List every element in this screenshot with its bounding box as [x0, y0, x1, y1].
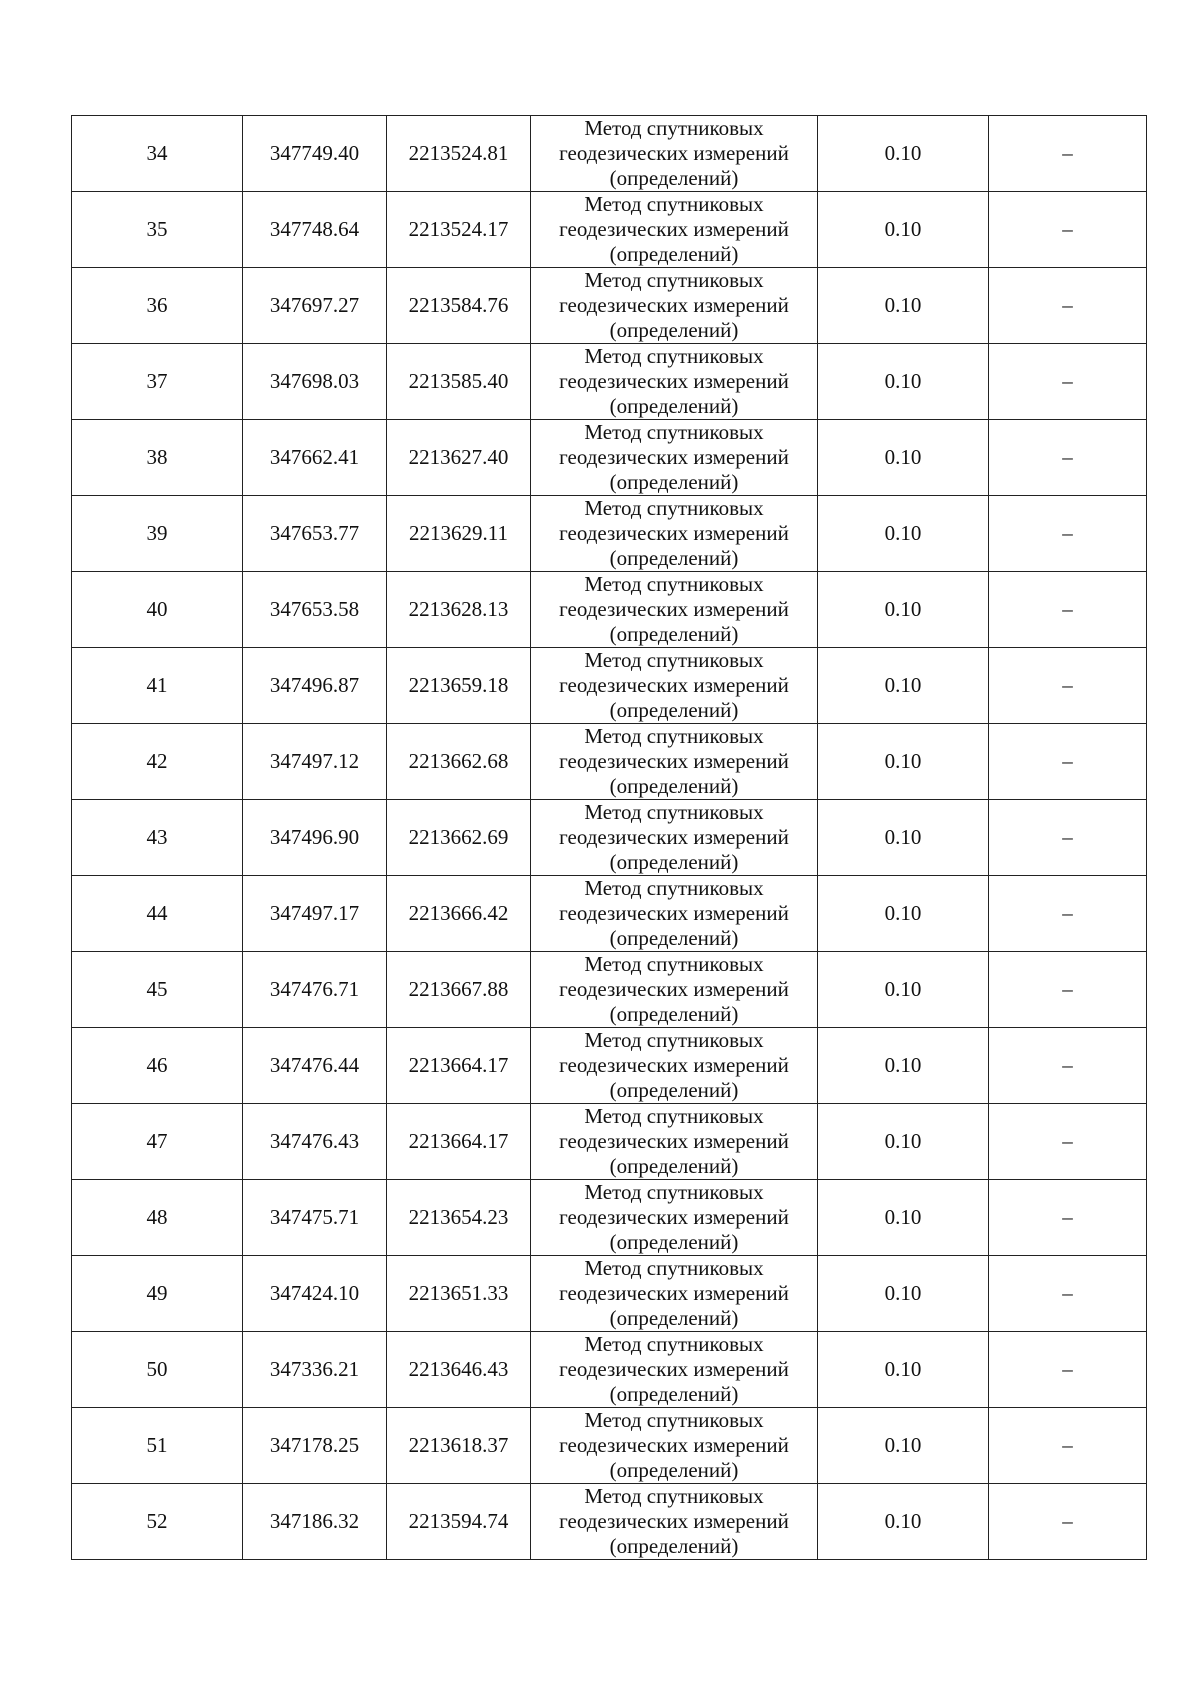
x-coordinate-cell: 347476.71 [243, 952, 387, 1028]
method-cell [531, 116, 818, 192]
table-row [72, 192, 1147, 268]
table-row [72, 1408, 1147, 1484]
table-row [72, 648, 1147, 724]
method-text-line: (определений) [609, 1382, 739, 1406]
note-cell: – [989, 1484, 1147, 1560]
method-text-line: геодезических измерений [559, 825, 789, 849]
note-cell: – [989, 1180, 1147, 1256]
note-cell: – [989, 1408, 1147, 1484]
method-text-line: (определений) [609, 394, 739, 418]
method-text-line: Метод спутниковых [584, 268, 764, 292]
method-cell [531, 1104, 818, 1180]
accuracy-cell: 0.10 [818, 1104, 989, 1180]
table-row [72, 1104, 1147, 1180]
method-cell [531, 420, 818, 496]
y-coordinate-cell: 2213659.18 [387, 648, 531, 724]
accuracy-cell: 0.10 [818, 724, 989, 800]
method-cell [531, 344, 818, 420]
table-row [72, 1256, 1147, 1332]
method-text-line: (определений) [609, 1078, 739, 1102]
x-coordinate-cell: 347662.41 [243, 420, 387, 496]
method-text-line: геодезических измерений [559, 1129, 789, 1153]
table-row [72, 800, 1147, 876]
method-text-line: (определений) [609, 1458, 739, 1482]
note-cell: – [989, 952, 1147, 1028]
point-number-cell: 45 [72, 952, 243, 1028]
method-text-line: геодезических измерений [559, 1433, 789, 1457]
method-text-line: Метод спутниковых [584, 724, 764, 748]
note-cell: – [989, 268, 1147, 344]
point-number-cell: 48 [72, 1180, 243, 1256]
method-cell [531, 724, 818, 800]
note-cell: – [989, 192, 1147, 268]
method-text-line: геодезических измерений [559, 445, 789, 469]
method-text-line: (определений) [609, 1534, 739, 1558]
method-text-line: Метод спутниковых [584, 1028, 764, 1052]
x-coordinate-cell: 347748.64 [243, 192, 387, 268]
method-text-line: геодезических измерений [559, 1053, 789, 1077]
x-coordinate-cell: 347424.10 [243, 1256, 387, 1332]
x-coordinate-cell: 347476.43 [243, 1104, 387, 1180]
accuracy-cell: 0.10 [818, 800, 989, 876]
accuracy-cell: 0.10 [818, 116, 989, 192]
method-text-line: (определений) [609, 850, 739, 874]
y-coordinate-cell: 2213585.40 [387, 344, 531, 420]
method-text-line: Метод спутниковых [584, 572, 764, 596]
x-coordinate-cell: 347653.58 [243, 572, 387, 648]
method-text-line: Метод спутниковых [584, 116, 764, 140]
y-coordinate-cell: 2213646.43 [387, 1332, 531, 1408]
table-row [72, 1332, 1147, 1408]
point-number-cell: 36 [72, 268, 243, 344]
method-cell [531, 800, 818, 876]
note-cell: – [989, 572, 1147, 648]
method-text-line: Метод спутниковых [584, 1180, 764, 1204]
point-number-cell: 52 [72, 1484, 243, 1560]
method-text-line: геодезических измерений [559, 217, 789, 241]
note-cell: – [989, 724, 1147, 800]
accuracy-cell: 0.10 [818, 952, 989, 1028]
method-text-line: (определений) [609, 1230, 739, 1254]
method-text-line: геодезических измерений [559, 673, 789, 697]
y-coordinate-cell: 2213627.40 [387, 420, 531, 496]
point-number-cell: 43 [72, 800, 243, 876]
table-row [72, 724, 1147, 800]
method-text-line: геодезических измерений [559, 977, 789, 1001]
table-row [72, 420, 1147, 496]
point-number-cell: 51 [72, 1408, 243, 1484]
note-cell: – [989, 420, 1147, 496]
method-text-line: геодезических измерений [559, 1357, 789, 1381]
x-coordinate-cell: 347698.03 [243, 344, 387, 420]
note-cell: – [989, 1028, 1147, 1104]
accuracy-cell: 0.10 [818, 876, 989, 952]
note-cell: – [989, 116, 1147, 192]
point-number-cell: 46 [72, 1028, 243, 1104]
method-text-line: (определений) [609, 774, 739, 798]
point-number-cell: 40 [72, 572, 243, 648]
method-text-line: Метод спутниковых [584, 1332, 764, 1356]
table-row [72, 1484, 1147, 1560]
method-text-line: Метод спутниковых [584, 1104, 764, 1128]
method-cell [531, 648, 818, 724]
method-text-line: Метод спутниковых [584, 496, 764, 520]
table-row [72, 952, 1147, 1028]
x-coordinate-cell: 347178.25 [243, 1408, 387, 1484]
method-text-line: Метод спутниковых [584, 1408, 764, 1432]
accuracy-cell: 0.10 [818, 1028, 989, 1104]
method-cell [531, 192, 818, 268]
table-row [72, 116, 1147, 192]
y-coordinate-cell: 2213628.13 [387, 572, 531, 648]
coordinates-table [71, 115, 1147, 1560]
note-cell: – [989, 648, 1147, 724]
y-coordinate-cell: 2213664.17 [387, 1028, 531, 1104]
table-row [72, 344, 1147, 420]
note-cell: – [989, 496, 1147, 572]
point-number-cell: 49 [72, 1256, 243, 1332]
accuracy-cell: 0.10 [818, 1484, 989, 1560]
x-coordinate-cell: 347497.17 [243, 876, 387, 952]
x-coordinate-cell: 347497.12 [243, 724, 387, 800]
method-cell [531, 876, 818, 952]
y-coordinate-cell: 2213666.42 [387, 876, 531, 952]
method-text-line: (определений) [609, 318, 739, 342]
method-text-line: (определений) [609, 470, 739, 494]
x-coordinate-cell: 347475.71 [243, 1180, 387, 1256]
point-number-cell: 44 [72, 876, 243, 952]
y-coordinate-cell: 2213524.17 [387, 192, 531, 268]
method-text-line: геодезических измерений [559, 141, 789, 165]
method-text-line: геодезических измерений [559, 521, 789, 545]
point-number-cell: 50 [72, 1332, 243, 1408]
point-number-cell: 42 [72, 724, 243, 800]
note-cell: – [989, 1104, 1147, 1180]
method-cell [531, 1180, 818, 1256]
y-coordinate-cell: 2213584.76 [387, 268, 531, 344]
table-row [72, 572, 1147, 648]
accuracy-cell: 0.10 [818, 1408, 989, 1484]
method-text-line: (определений) [609, 1306, 739, 1330]
table-row [72, 496, 1147, 572]
method-text-line: геодезических измерений [559, 369, 789, 393]
method-text-line: Метод спутниковых [584, 344, 764, 368]
method-cell [531, 1256, 818, 1332]
method-cell [531, 1028, 818, 1104]
accuracy-cell: 0.10 [818, 268, 989, 344]
table-row [72, 1180, 1147, 1256]
method-text-line: геодезических измерений [559, 597, 789, 621]
accuracy-cell: 0.10 [818, 192, 989, 268]
y-coordinate-cell: 2213618.37 [387, 1408, 531, 1484]
y-coordinate-cell: 2213594.74 [387, 1484, 531, 1560]
y-coordinate-cell: 2213667.88 [387, 952, 531, 1028]
table-row [72, 268, 1147, 344]
y-coordinate-cell: 2213664.17 [387, 1104, 531, 1180]
y-coordinate-cell: 2213524.81 [387, 116, 531, 192]
method-text-line: Метод спутниковых [584, 1484, 764, 1508]
method-cell [531, 268, 818, 344]
point-number-cell: 41 [72, 648, 243, 724]
x-coordinate-cell: 347749.40 [243, 116, 387, 192]
method-text-line: геодезических измерений [559, 1281, 789, 1305]
note-cell: – [989, 876, 1147, 952]
method-cell [531, 496, 818, 572]
method-text-line: Метод спутниковых [584, 192, 764, 216]
x-coordinate-cell: 347496.87 [243, 648, 387, 724]
accuracy-cell: 0.10 [818, 572, 989, 648]
y-coordinate-cell: 2213654.23 [387, 1180, 531, 1256]
x-coordinate-cell: 347336.21 [243, 1332, 387, 1408]
method-text-line: геодезических измерений [559, 749, 789, 773]
y-coordinate-cell: 2213629.11 [387, 496, 531, 572]
method-text-line: Метод спутниковых [584, 800, 764, 824]
x-coordinate-cell: 347697.27 [243, 268, 387, 344]
accuracy-cell: 0.10 [818, 648, 989, 724]
method-text-line: (определений) [609, 698, 739, 722]
method-text-line: (определений) [609, 166, 739, 190]
method-cell [531, 1332, 818, 1408]
method-cell [531, 952, 818, 1028]
x-coordinate-cell: 347476.44 [243, 1028, 387, 1104]
method-text-line: Метод спутниковых [584, 876, 764, 900]
point-number-cell: 37 [72, 344, 243, 420]
x-coordinate-cell: 347186.32 [243, 1484, 387, 1560]
accuracy-cell: 0.10 [818, 344, 989, 420]
method-text-line: Метод спутниковых [584, 648, 764, 672]
point-number-cell: 39 [72, 496, 243, 572]
method-text-line: (определений) [609, 546, 739, 570]
accuracy-cell: 0.10 [818, 1180, 989, 1256]
method-cell [531, 1408, 818, 1484]
x-coordinate-cell: 347653.77 [243, 496, 387, 572]
note-cell: – [989, 800, 1147, 876]
accuracy-cell: 0.10 [818, 1256, 989, 1332]
method-text-line: (определений) [609, 242, 739, 266]
method-cell [531, 1484, 818, 1560]
table-row [72, 876, 1147, 952]
method-text-line: геодезических измерений [559, 1509, 789, 1533]
accuracy-cell: 0.10 [818, 1332, 989, 1408]
method-text-line: геодезических измерений [559, 293, 789, 317]
point-number-cell: 38 [72, 420, 243, 496]
method-text-line: Метод спутниковых [584, 952, 764, 976]
y-coordinate-cell: 2213662.68 [387, 724, 531, 800]
accuracy-cell: 0.10 [818, 496, 989, 572]
method-text-line: (определений) [609, 622, 739, 646]
method-text-line: (определений) [609, 926, 739, 950]
point-number-cell: 35 [72, 192, 243, 268]
method-text-line: Метод спутниковых [584, 1256, 764, 1280]
method-text-line: (определений) [609, 1002, 739, 1026]
method-text-line: (определений) [609, 1154, 739, 1178]
method-text-line: Метод спутниковых [584, 420, 764, 444]
note-cell: – [989, 344, 1147, 420]
method-text-line: геодезических измерений [559, 1205, 789, 1229]
method-cell [531, 572, 818, 648]
table-row [72, 1028, 1147, 1104]
table-body [72, 116, 1147, 1560]
note-cell: – [989, 1332, 1147, 1408]
point-number-cell: 34 [72, 116, 243, 192]
method-text-line: геодезических измерений [559, 901, 789, 925]
point-number-cell: 47 [72, 1104, 243, 1180]
note-cell: – [989, 1256, 1147, 1332]
x-coordinate-cell: 347496.90 [243, 800, 387, 876]
accuracy-cell: 0.10 [818, 420, 989, 496]
y-coordinate-cell: 2213662.69 [387, 800, 531, 876]
y-coordinate-cell: 2213651.33 [387, 1256, 531, 1332]
